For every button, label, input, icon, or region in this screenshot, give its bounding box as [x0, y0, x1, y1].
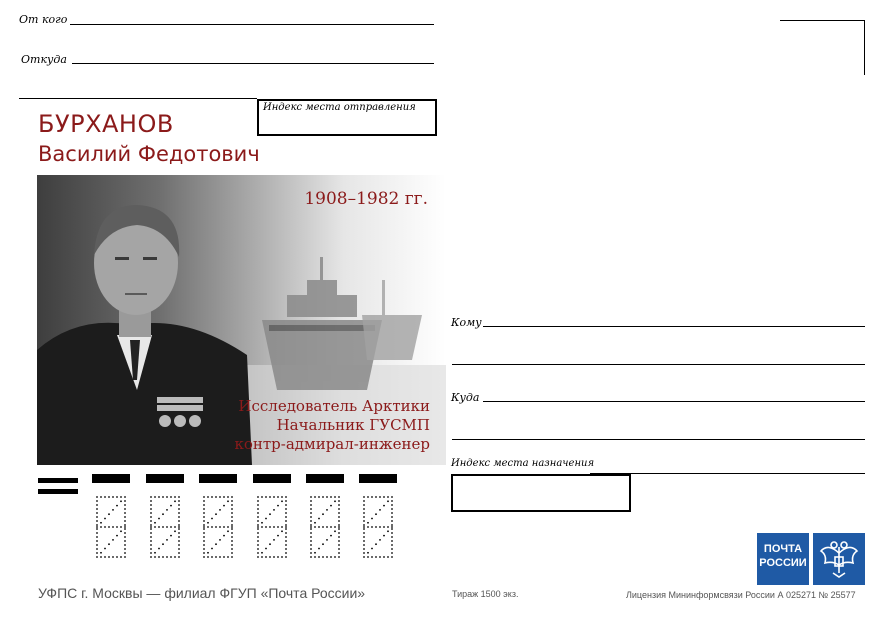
caption-line-1: Исследователь Арктики: [238, 397, 430, 415]
sender-index-label: Индекс места отправления: [263, 102, 416, 113]
from-line[interactable]: [70, 24, 434, 25]
logo-line-2: РОССИИ: [759, 557, 807, 569]
stamp-area-frame: [780, 20, 865, 75]
zip-digit-pattern: [96, 496, 126, 558]
from-where-label: Откуда: [21, 53, 67, 66]
footer-publisher: УФПС г. Москвы — филиал ФГУП «Почта России»: [38, 585, 366, 601]
where-label: Куда: [451, 391, 480, 404]
caption-line-2: Начальник ГУСМП: [276, 416, 430, 434]
zip-digit-pattern: [310, 496, 340, 558]
from-where-line-2[interactable]: [19, 98, 257, 99]
eagle-emblem-icon: [813, 533, 865, 585]
where-line-1[interactable]: [483, 401, 865, 402]
footer-print-run: Тираж 1500 экз.: [452, 589, 519, 599]
portrait-given-names: Василий Федотович: [38, 142, 260, 166]
from-where-line-1[interactable]: [72, 63, 434, 64]
zip-marker-bar-2: [38, 489, 78, 494]
portrait-captions: [234, 397, 430, 454]
zip-marker-bar-1: [38, 478, 78, 483]
portrait-surname: БУРХАНОВ: [38, 110, 174, 138]
zip-digit-pattern: [257, 496, 287, 558]
from-label: От кого: [19, 13, 68, 26]
zip-digit-pattern: [363, 496, 393, 558]
recipient-index-box[interactable]: [451, 474, 631, 512]
to-label: Кому: [451, 316, 482, 329]
caption-line-3: контр-адмирал-инженер: [234, 435, 430, 453]
portrait-years: 1908–1982 гг.: [304, 189, 428, 209]
recipient-index-line: [590, 473, 865, 474]
to-line-2[interactable]: [452, 364, 865, 365]
zip-digit-pattern: [203, 496, 233, 558]
footer-license: Лицензия Мининформсвязи России А 025271 № 25577: [626, 590, 856, 600]
zip-digit-pattern: [150, 496, 180, 558]
recipient-index-label: Индекс места назначения: [451, 458, 595, 469]
sender-index-box[interactable]: [257, 99, 437, 136]
logo-line-1: ПОЧТА: [763, 543, 803, 555]
to-line-1[interactable]: [483, 326, 865, 327]
pochta-rossii-logo: [757, 533, 809, 585]
portrait-photo: [37, 175, 446, 465]
where-line-2[interactable]: [452, 439, 865, 440]
